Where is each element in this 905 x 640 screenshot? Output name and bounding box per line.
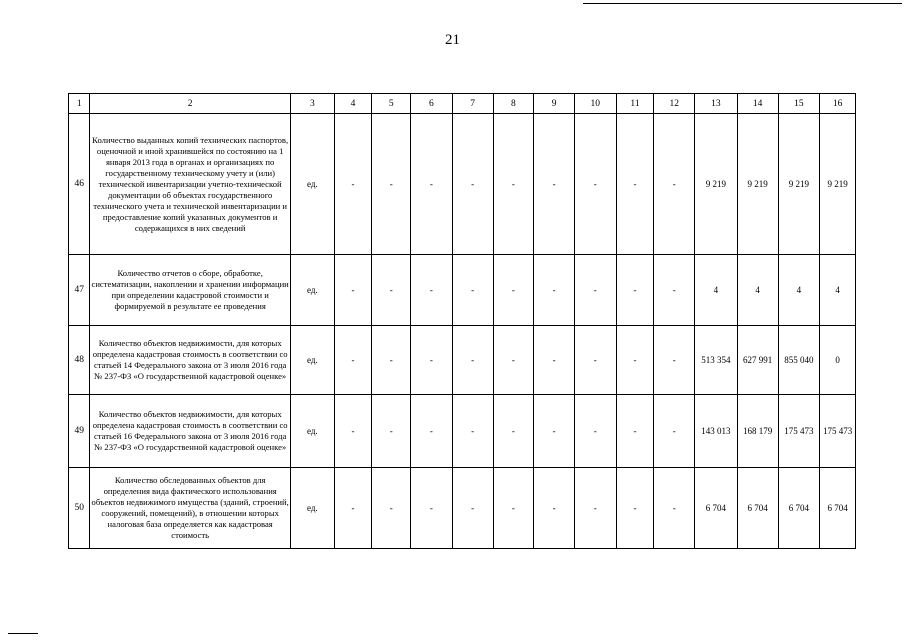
row-number: 48 <box>69 326 90 395</box>
value-cell: - <box>574 114 616 255</box>
value-cell: - <box>452 326 493 395</box>
value-cell: - <box>574 326 616 395</box>
value-cell: - <box>616 395 654 468</box>
value-cell: 6 704 <box>695 468 738 549</box>
value-cell: - <box>616 255 654 326</box>
value-cell: - <box>493 255 534 326</box>
value-cell: - <box>372 255 411 326</box>
value-cell: - <box>493 395 534 468</box>
table-row <box>69 255 856 326</box>
table-row <box>69 114 856 255</box>
value-cell: - <box>616 468 654 549</box>
table-row <box>69 395 856 468</box>
row-number: 46 <box>69 114 90 255</box>
value-cell: - <box>493 468 534 549</box>
top-rule <box>583 3 902 4</box>
column-header: 6 <box>411 94 453 114</box>
header-row <box>69 94 856 114</box>
value-cell: 9 219 <box>737 114 778 255</box>
column-header: 5 <box>372 94 411 114</box>
column-header: 15 <box>778 94 820 114</box>
value-cell: - <box>534 114 575 255</box>
value-cell: 143 013 <box>695 395 738 468</box>
value-cell: - <box>574 255 616 326</box>
value-cell: - <box>534 468 575 549</box>
value-cell: - <box>411 114 453 255</box>
value-cell: - <box>534 395 575 468</box>
column-header: 12 <box>654 94 695 114</box>
value-cell: - <box>334 326 372 395</box>
value-cell: 9 219 <box>778 114 820 255</box>
data-table <box>68 93 856 549</box>
value-cell: - <box>411 468 453 549</box>
value-cell: 6 704 <box>778 468 820 549</box>
value-cell: 627 991 <box>737 326 778 395</box>
value-cell: - <box>411 255 453 326</box>
value-cell: 175 473 <box>778 395 820 468</box>
value-cell: - <box>574 468 616 549</box>
value-cell: - <box>334 255 372 326</box>
table-row <box>69 326 856 395</box>
column-header: 16 <box>820 94 856 114</box>
value-cell: 4 <box>695 255 738 326</box>
bottom-rule <box>8 633 38 634</box>
value-cell: - <box>534 326 575 395</box>
value-cell: - <box>654 114 695 255</box>
value-cell: 0 <box>820 326 856 395</box>
unit-cell: ед. <box>290 326 334 395</box>
value-cell: 9 219 <box>695 114 738 255</box>
value-cell: - <box>334 395 372 468</box>
column-header: 7 <box>452 94 493 114</box>
value-cell: 855 040 <box>778 326 820 395</box>
unit-cell: ед. <box>290 395 334 468</box>
value-cell: 6 704 <box>820 468 856 549</box>
column-header: 10 <box>574 94 616 114</box>
column-header: 3 <box>290 94 334 114</box>
value-cell: 6 704 <box>737 468 778 549</box>
value-cell: - <box>372 326 411 395</box>
value-cell: - <box>654 255 695 326</box>
row-description: Количество отчетов о сборе, обработке, систематизации, накоплении и хранении информации при определении кадастровой стоимости и формируемой в результате ее проведения <box>90 255 291 326</box>
value-cell: - <box>654 395 695 468</box>
row-description: Количество объектов недвижимости, для которых определена кадастровая стоимость в соответствии со статьей 16 Федерального закона от 3 июля 2016 года № 237-ФЗ «О государственной кадастровой оценке» <box>90 395 291 468</box>
value-cell: - <box>616 114 654 255</box>
value-cell: - <box>372 468 411 549</box>
value-cell: - <box>372 114 411 255</box>
value-cell: - <box>452 468 493 549</box>
column-header: 1 <box>69 94 90 114</box>
row-number: 47 <box>69 255 90 326</box>
value-cell: - <box>654 326 695 395</box>
value-cell: 4 <box>820 255 856 326</box>
unit-cell: ед. <box>290 468 334 549</box>
column-header: 9 <box>534 94 575 114</box>
row-description: Количество выданных копий технических паспортов, оценочной и иной хранившейся по состоянию на 1 января 2013 года в органах и организациях по государственному техническому учету и (или) технической инвентаризации учетно-технической документации об объектах государственного технического учета и технической инвентаризации и предоставление копий указанных документов и содержащихся в них сведений <box>90 114 291 255</box>
value-cell: - <box>372 395 411 468</box>
value-cell: - <box>452 395 493 468</box>
page-number: 21 <box>445 32 460 48</box>
value-cell: - <box>534 255 575 326</box>
value-cell: - <box>411 326 453 395</box>
value-cell: 4 <box>737 255 778 326</box>
column-header: 4 <box>334 94 372 114</box>
column-header: 14 <box>737 94 778 114</box>
column-header: 11 <box>616 94 654 114</box>
value-cell: - <box>654 468 695 549</box>
column-header: 8 <box>493 94 534 114</box>
row-number: 49 <box>69 395 90 468</box>
unit-cell: ед. <box>290 114 334 255</box>
row-description: Количество объектов недвижимости, для которых определена кадастровая стоимость в соответствии со статьей 14 Федерального закона от 3 июля 2016 года № 237-ФЗ «О государственной кадастровой оценке» <box>90 326 291 395</box>
column-header: 2 <box>90 94 291 114</box>
value-cell: - <box>574 395 616 468</box>
unit-cell: ед. <box>290 255 334 326</box>
value-cell: - <box>452 114 493 255</box>
value-cell: - <box>334 468 372 549</box>
value-cell: - <box>493 326 534 395</box>
value-cell: - <box>452 255 493 326</box>
value-cell: 168 179 <box>737 395 778 468</box>
row-description: Количество обследованных объектов для определения вида фактического использования объектов недвижимого имущества (зданий, строений, сооружений, помещений), в отношении которых налоговая база определяется как кадастровая стоимость <box>90 468 291 549</box>
value-cell: - <box>616 326 654 395</box>
column-header: 13 <box>695 94 738 114</box>
table-row <box>69 468 856 549</box>
value-cell: 4 <box>778 255 820 326</box>
value-cell: - <box>411 395 453 468</box>
value-cell: 513 354 <box>695 326 738 395</box>
value-cell: 9 219 <box>820 114 856 255</box>
row-number: 50 <box>69 468 90 549</box>
value-cell: - <box>493 114 534 255</box>
value-cell: - <box>334 114 372 255</box>
value-cell: 175 473 <box>820 395 856 468</box>
